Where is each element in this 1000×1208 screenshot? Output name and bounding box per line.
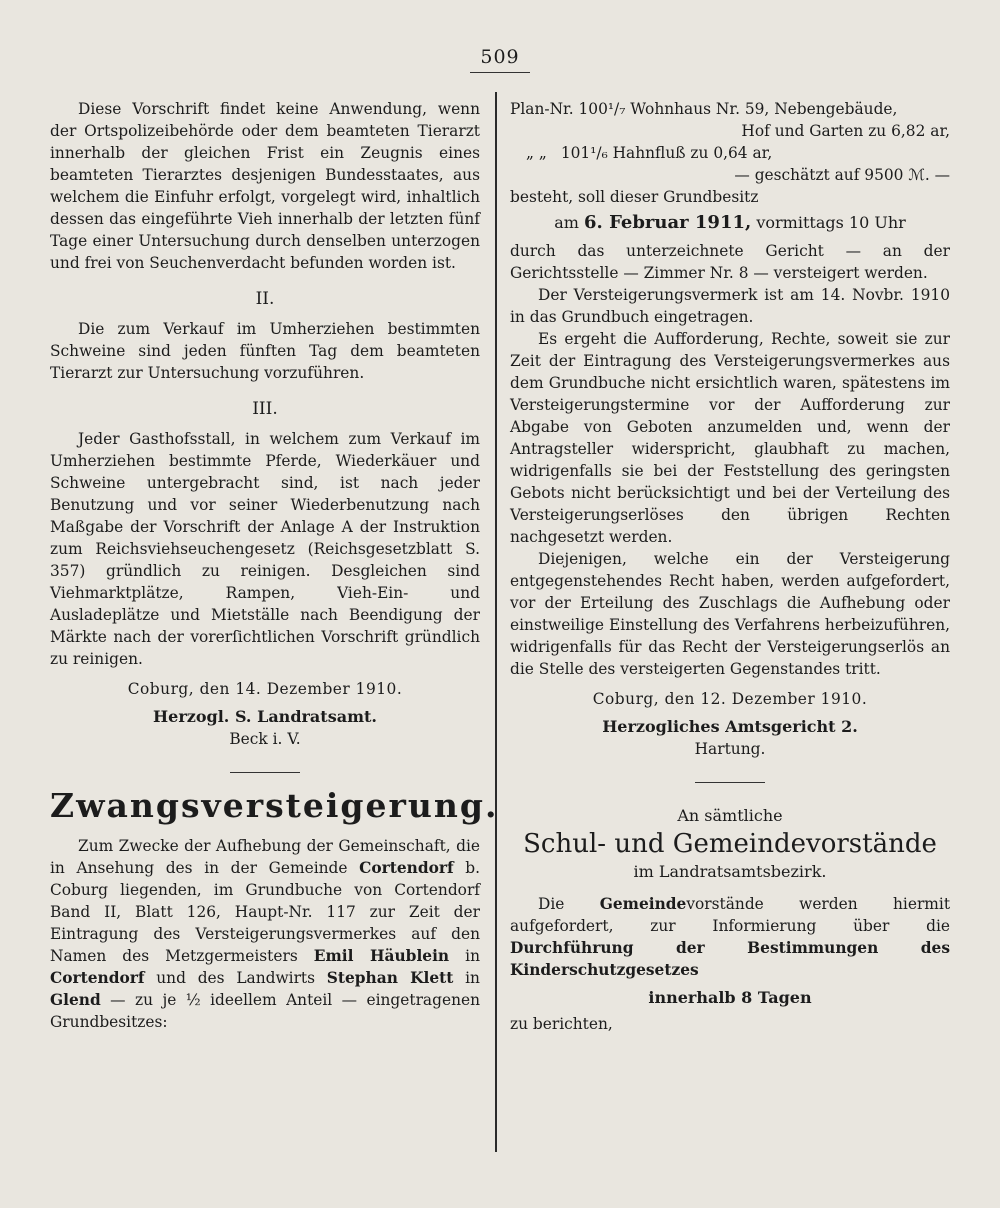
address-heading: Schul- und Gemeindevorstände — [523, 829, 937, 859]
diejenigen-paragraph: Diejenigen, welche ein der Versteigerung entgegenstehendes Recht haben, werden aufgefordert, vor der Erteilung des Zuschlags die Aufhebung oder einstweilige Einstellung des Verfahrens herbeizuführen, widrigenfalls für das Recht der Versteigerungserlös an die Stelle des versteigerten Gegenstandes tritt. — [510, 550, 950, 678]
place-cortendorf: Cortendorf — [359, 859, 454, 877]
address-intro: An sämtliche — [677, 806, 783, 825]
auction-text-5: in — [453, 969, 480, 987]
besteht-line: besteht, soll dieser Grundbesitz — [510, 188, 759, 206]
plan-line-3-text: 101¹/₆ Hahnfluß zu 0,64 ar, — [560, 144, 773, 162]
section-heading-2: II. — [255, 289, 275, 309]
column-divider — [495, 92, 497, 1152]
signer-beck: Beck i. V. — [229, 730, 301, 748]
name-stephan-klett: Stephan Klett — [326, 969, 454, 987]
office-landratsamt: Herzogl. S. Landratsamt. — [153, 707, 377, 726]
auction-text-1: Zum Zwecke der Aufhebung der Gemeinschaft, die in Ansehung des in der Gemeinde — [50, 837, 480, 877]
dateline-landratsamt: Coburg, den 14. Dezember 1910. — [127, 680, 403, 698]
date-suffix: vormittags 10 Uhr — [751, 213, 906, 232]
notice-text-2: vorstände werden hiermit aufgefordert, zur Informierung über die — [510, 895, 951, 935]
section-separator-right — [695, 782, 765, 783]
place-glend: Glend — [50, 991, 101, 1009]
deadline: innerhalb 8 Tagen — [648, 988, 812, 1007]
place-cortendorf-2: Cortendorf — [50, 969, 145, 987]
section-heading-3: III. — [252, 399, 278, 419]
notice-paragraph — [510, 893, 950, 981]
auction-date — [510, 212, 950, 234]
notice-text-1: Die — [538, 895, 600, 913]
date-prefix: am — [554, 213, 585, 232]
auction-title: Zwangsversteigerung. — [50, 786, 499, 825]
plan-line-1: Plan-Nr. 100¹/₇ Wohnhaus Nr. 59, Nebengebäude, — [510, 100, 898, 118]
notice-bold-1: Gemeinde — [599, 895, 687, 913]
page-number: 509 — [480, 46, 520, 68]
auction-text-2: b. Coburg liegenden, im Grundbuche von Cortendorf Band II, Blatt 126, Haupt-Nr. 117 zur Zeit der Eintragung des Versteigerungsvermerkes auf den Namen des Metzgermeisters — [50, 859, 480, 965]
page-number-rule — [470, 72, 530, 73]
section-2-text: Die zum Verkauf im Umherziehen bestimmten Schweine sind jeden fünften Tag dem beamteten Tierarzt zur Untersuchung vorzuführen. — [50, 320, 480, 382]
auction-text-3: in — [449, 947, 480, 965]
signer-hartung: Hartung. — [694, 740, 766, 758]
dateline-amtsgericht: Coburg, den 12. Dezember 1910. — [592, 690, 868, 708]
plan-line-3 — [510, 142, 950, 164]
name-emil-haeublein: Emil Häublein — [313, 947, 450, 965]
section-separator — [230, 772, 300, 773]
auction-paragraph — [50, 835, 480, 1033]
plan-line-2: Hof und Garten zu 6,82 ar, — [741, 122, 950, 140]
plan-line-4: — geschätzt auf 9500 ℳ. — — [734, 166, 950, 184]
vermerk-paragraph: Der Versteigerungsvermerk ist am 14. Novbr. 1910 in das Grundbuch eingetragen. — [510, 286, 950, 326]
address-region: im Landratsamtsbezirk. — [633, 862, 827, 881]
office-amtsgericht: Herzogliches Amtsgericht 2. — [602, 717, 858, 736]
left-column — [50, 98, 499, 1033]
auction-text-4: und des Landwirts — [144, 969, 327, 987]
versteigert-paragraph: durch das unterzeichnete Gericht — an der Gerichtsstelle — Zimmer Nr. 8 — versteigert werden. — [510, 242, 950, 282]
notice-bold-2: Durchführung der Bestimmungen des Kinderschutzgesetzes — [510, 939, 950, 979]
aufforderung-paragraph: Es ergeht die Aufforderung, Rechte, soweit sie zur Zeit der Eintragung des Versteigerungsvermerkes aus dem Grundbuche nicht ersichtlich waren, spätestens im Versteigerungstermine vor der Aufforderung zur Abgabe von Geboten anzumelden und, wenn der Antragsteller widerspricht, glaubhaft zu machen, widrigenfalls sie bei der Feststellung des geringsten Gebots nicht berücksichtigt und bei der Verteilung des Versteigerungserlöses den übrigen Rechten nachgesetzt werden. — [510, 330, 950, 546]
section-3-text: Jeder Gasthofsstall, in welchem zum Verkauf im Umherziehen bestimmte Pferde, Wiederkäuer und Schweine untergebracht sind, ist nach jeder Benutzung und vor seiner Wiederbenutzung nach Maßgabe der Vorschrift der Anlage A der Instruktion zum Reichsviehseuchengesetz (Reichsgesetzblatt S. 357) gründlich zu reinigen. Desgleichen sind Viehmarktplätze, Rampen, Vieh-Ein- und Ausladeplätze und Mietställe nach Beendigung der Märkte nach der vorerſichtlichen Vorschrift gründlich zu reinigen. — [50, 430, 480, 668]
auction-text-6: — zu je ½ ideellem Anteil — eingetragenen Grundbesitzes: — [50, 991, 480, 1031]
closing-line: zu berichten, — [510, 1015, 613, 1033]
regulation-paragraph: Diese Vorschrift findet keine Anwendung, wenn der Ortspolizeibehörde oder dem beamteten Tierarzt innerhalb der gleichen Frist ein Zeugnis eines beamteten Tierarztes desjenigen Bundesstaates, aus welchem die Einfuhr erfolgt, vorgelegt wird, inhaltlich dessen das eingeführte Vieh innerhalb der letzten fünf Tage einer Untersuchung durch denselben unterzogen und frei von Seuchenverdacht befunden worden ist. — [50, 100, 480, 272]
ditto-marks: „ „ — [526, 144, 547, 162]
right-column — [510, 98, 950, 1035]
date-bold: 6. Februar 1911, — [584, 212, 752, 233]
